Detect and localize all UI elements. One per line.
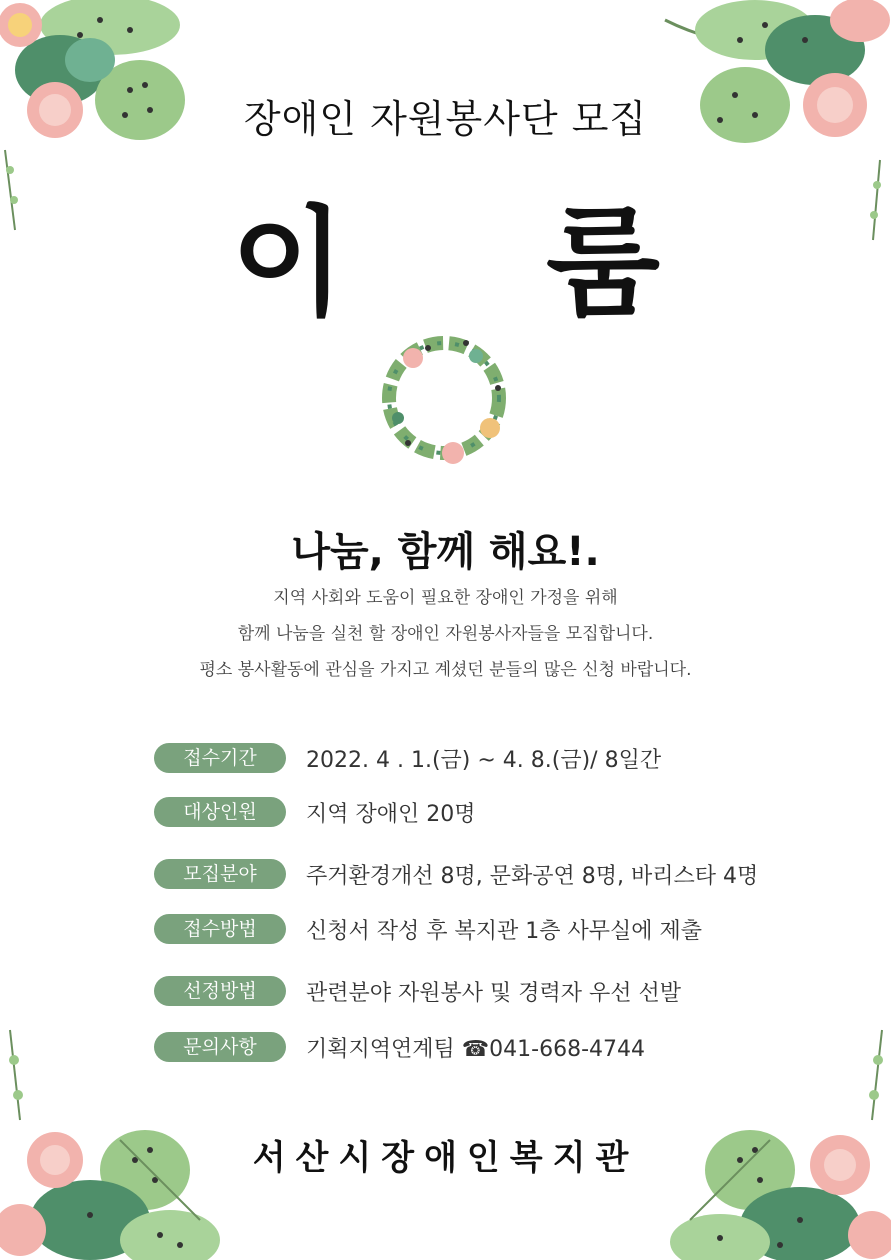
detail-value: 관련분야 자원봉사 및 경력자 우선 선발 xyxy=(306,980,681,1006)
detail-value: 신청서 작성 후 복지관 1층 사무실에 제출 xyxy=(306,918,702,944)
detail-label: 대상인원 xyxy=(154,797,286,827)
detail-row-contact xyxy=(154,1031,645,1063)
intro-line: 평소 봉사활동에 관심을 가지고 계셨던 분들의 많은 신청 바랍니다. xyxy=(199,660,692,680)
detail-row-target xyxy=(154,796,476,828)
detail-row-method xyxy=(154,913,702,945)
poster-title: 이 룸 xyxy=(230,194,741,332)
detail-label: 모집분야 xyxy=(154,859,286,889)
detail-label: 문의사항 xyxy=(154,1032,286,1062)
detail-label: 접수방법 xyxy=(154,914,286,944)
detail-row-period xyxy=(154,742,661,774)
detail-row-fields xyxy=(154,858,758,890)
intro-line: 함께 나눔을 실천 할 장애인 자원봉사자들을 모집합니다. xyxy=(237,624,654,644)
detail-label: 접수기간 xyxy=(154,743,286,773)
intro-line: 지역 사회와 도움이 필요한 장애인 가정을 위해 xyxy=(273,588,618,608)
detail-value: 지역 장애인 20명 xyxy=(306,801,476,827)
wreath-decoration xyxy=(358,318,530,478)
detail-value: 주거환경개선 8명, 문화공연 8명, 바리스타 4명 xyxy=(306,863,759,889)
intro-text xyxy=(0,580,891,688)
detail-value: 2022. 4 . 1.(금) ~ 4. 8.(금)/ 8일간 xyxy=(306,747,662,773)
detail-value: 기획지역연계팀 ☎041-668-4744 xyxy=(306,1036,646,1062)
organization-name: 서산시장애인복지관 xyxy=(252,1138,639,1178)
detail-label: 선정방법 xyxy=(154,976,286,1006)
headline: 나눔, 함께 해요!. xyxy=(291,529,600,575)
poster-subtitle: 장애인 자원봉사단 모집 xyxy=(243,97,648,141)
detail-row-selection xyxy=(154,975,681,1007)
